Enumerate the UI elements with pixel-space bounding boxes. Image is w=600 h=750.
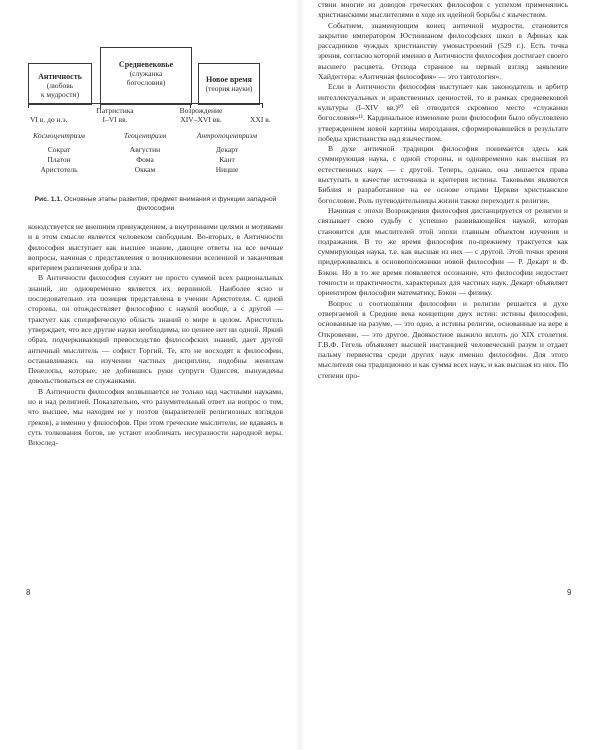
figure-stages-diagram <box>28 0 283 220</box>
philosopher-name: Ницше <box>215 165 239 174</box>
column-head-theocentrism: Теоцентризм <box>123 131 167 140</box>
box-antiquity <box>28 63 92 105</box>
timeline-tick <box>262 103 263 108</box>
paragraph: Вопрос о соотношении философии и религии решается в духе отвергаемой в Средние века концепции двух истин: истины философии, основанные на разуме, — это одно, а истины религии, основанные на вере в Откровение, — это другое. Двоякостное выжило вплоть до XIX столетия. Г.В.Ф. Гегель объявляет высшей инстанцией человеческий разум и отдает пальму первенства среди других наук именно философии. Для этого мыслителя она традиционно и как сумма всех наук, и как высшая из них. По степени про- <box>318 298 568 380</box>
timeline-axis <box>28 103 263 104</box>
paragraph: В Античности философия возвышается не только над частными науками, но и над религией. Показательно, что разумительный ответ на вопрос о том, что высшее, мы находим не у поэтов (выразителей религиозных взглядов греков), а именно у философов. При этом греческие мыслители, не вдаваясь в суть толкования богов, не устают изобличать несуразности народной веры. Впослед- <box>28 386 283 448</box>
paragraph: В духе античной традиции философия понимается здесь как суммирующая наука, с одной стороны, и одновременно как высшая из естественных наук — с другой. Теперь, однако, она лишается права выступать в качестве источника и критерия истины. Таковыми являются Библия и разработанное на ее основе отцами Церкви христианское богословие. Роль путеводительницы жизни также переходит к религии. <box>318 144 568 205</box>
page-number-left: 8 <box>26 588 31 597</box>
philosopher-name: Фома <box>136 155 154 164</box>
figure-caption-label: Рис. 1.1. <box>34 196 63 203</box>
philosopher-name: Кант <box>219 155 235 164</box>
philosopher-name: Августин <box>129 145 161 154</box>
box-middle-ages <box>100 47 192 105</box>
paragraph: Начиная с эпохи Возрождения философия дистанцируется от религии и связывает свою судьбу с успешно развивающейся наукой, которая становится для мыслителей этой эпохи главным объектом изучения и подражания. В то же время философия по-прежнему трактуется как суммирующая наука, т.е. как высшая из них — с другой. Этой точки зрения придерживались в основоположники новой философии — Р. Декарт и Ф. Бэкон. Но в то же время появляется осознание, что философии недостает точности и практичности, характерных для частных наук. Декарт объявляет ориентиром философии математику, Бэкон — физику. <box>318 205 568 298</box>
figure-caption <box>28 195 283 213</box>
paragraph: ствии многие из доводов греческих философов с успехом применялись христианскими мыслителями в ходе их идейной борьбы с язычеством. <box>318 0 568 20</box>
timeline-revival-label: Возрождение <box>179 106 223 115</box>
philosopher-name: Декарт <box>215 145 239 154</box>
page-number-right: 9 <box>567 588 572 597</box>
box-middle-line3: богословия) <box>126 78 166 87</box>
timeline-revival-range: XIV–XVI вв. <box>180 115 222 124</box>
column-names-middle <box>110 145 180 175</box>
box-modern-line2: (теория науки) <box>205 84 253 93</box>
paragraph: В Античности философия служит не просто суммой всех рациональных знаний, но одновременно является их вершиной. Наиболее ясно и последовательно эта позиция представлена в учении Аристотеля. С одной стороны, он отождествляет философию с наукой вообще, а с другой — трактует как специфическую область знаний о мире в целом. Аристотель утверждает, что все другие науки необходимы, но ценнее нет ни одной. Яркий образ, подчеркивающий превосходство философских знаний, дает другой античный мыслитель — софист Горгий. Те, кто не восходят к философии, останавливаясь на изучении частных дисциплин, подобны женихам Пенелопы, которые, не добившись руки супруги Одиссея, вынуждены довольствоваться ее служанками. <box>28 273 283 386</box>
figure-caption-text: Основные этапы развития, предмет внимания и функции западной философии <box>64 196 277 212</box>
philosopher-name: Аристотель <box>40 165 78 174</box>
timeline-start-label: VI в. до н.э. <box>30 115 68 124</box>
box-antiquity-line3: к мудрости) <box>40 90 80 99</box>
box-antiquity-line2: (любовь <box>46 81 74 90</box>
box-middle-line2: (служанка <box>129 69 163 78</box>
philosopher-name: Оккам <box>134 165 156 174</box>
philosopher-name: Платон <box>47 155 71 164</box>
left-body-text <box>28 222 283 449</box>
timeline-tick <box>28 103 29 108</box>
column-head-anthropocentrism: Антропоцентризм <box>196 131 258 140</box>
timeline-patristics-range: I–VI вв. <box>102 115 128 124</box>
box-modern-title: Новое время <box>206 75 252 84</box>
timeline-patristics-label: Патристика <box>96 106 134 115</box>
paragraph: Если в Античности философия выступает как законодатель и арбитр интеллектуальных и нравственных ценностей, то в рамках средневековой культуры (I–XIV вв.)¹⁰ ей отводится скромное место «служанки богословия»¹¹. Кардинальное изменение роли философии было обусловлено утверждением новой картины мироздания, сформировавшейся в результате победы христианства над язычеством. <box>318 82 568 143</box>
paragraph: конодствуется не внешним принуждением, а внутренними целями и мотивами и в этом смысле является человеком свободным. Во-вторых, в Античности философия выступает как высшее знание, дающее ответы на все вечные вопросы, начиная с представления о возникновении вселенной и заканчивая критерием различения добра и зла. <box>28 222 283 273</box>
philosopher-name: Сократ <box>47 145 71 154</box>
paragraph: Событием, знаменующим конец античной мудрости, становится закрытие императором Юстинианом философских школ в Афинах как рассадников чуждых христианству умонастроений (529 г.). Есть точка зрения, согласно которой именно в Античности философия достигает своего высшего расцвета. Отсюда странное на первый взгляд заявление Хайдеггера: «Античная философия» — это тавтология». <box>318 20 568 82</box>
timeline-end-label: XXI в. <box>250 115 271 124</box>
box-antiquity-title: Античность <box>38 72 82 81</box>
column-head-cosmocentrism: Космоцентризм <box>33 131 85 140</box>
box-middle-title: Средневековье <box>118 60 174 69</box>
box-modern <box>198 63 260 105</box>
right-body-text <box>318 0 568 381</box>
column-names-antiquity <box>24 145 94 175</box>
column-names-modern <box>192 145 262 175</box>
